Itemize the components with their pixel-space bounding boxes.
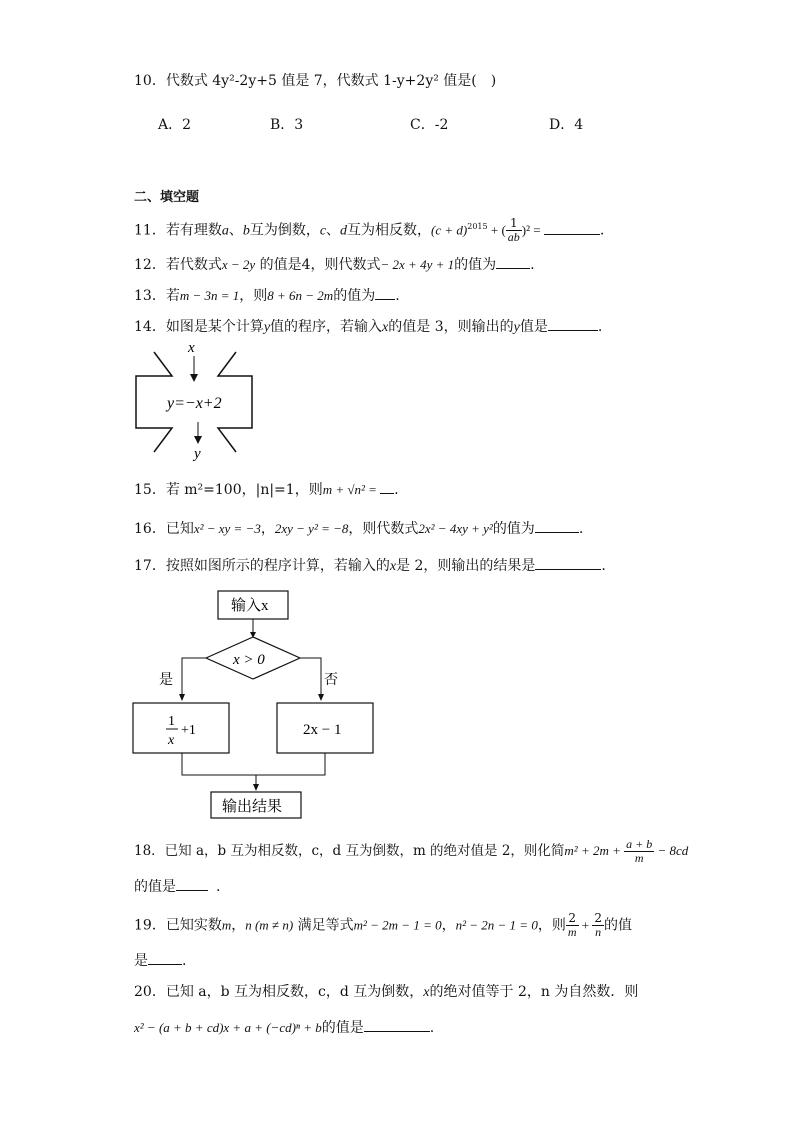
q16-expr2: 2xy − y² = −8 xyxy=(274,521,349,536)
q14-prefix: 14．如图是某个计算 xyxy=(134,319,264,335)
q17-flowchart xyxy=(125,585,385,821)
q13-answer-blank[interactable] xyxy=(375,285,395,300)
q20-end: . xyxy=(429,1020,435,1036)
q14-mid1: 值的程序，若输入 xyxy=(270,319,383,335)
q11-var-d: d xyxy=(340,223,348,239)
flow-output-label: 输出结果 xyxy=(222,799,283,815)
question-15 xyxy=(134,479,399,500)
question-13 xyxy=(134,285,400,306)
q18-text: 18．已知 a，b 互为相反数，c，d 互为倒数，m 的绝对值是 2，则化简 xyxy=(134,843,565,859)
q17-mid: 是 2，则输出的结果是 xyxy=(396,558,536,574)
q16-sep: ， xyxy=(260,521,275,537)
q16-expr3: 2x² − 4xy + y² xyxy=(418,521,493,536)
question-18-line2 xyxy=(134,876,220,897)
question-12 xyxy=(134,254,535,275)
q11-plus: + ( xyxy=(487,222,506,238)
q12-expr2: − 2x + 4y + 1 xyxy=(380,257,455,272)
q12-mid: 的值是4，则代数式 xyxy=(255,257,381,273)
q19-prefix: 19．已知实数 xyxy=(134,917,222,934)
q19-plus: + xyxy=(578,917,593,933)
q19-f1-num: 2 xyxy=(566,912,579,926)
question-11 xyxy=(134,217,604,244)
q14-mid2: 的值是 3，则输出的 xyxy=(388,319,514,335)
q14-var-y: y xyxy=(263,320,271,335)
q13-expr2: 8 + 6n − 2m xyxy=(267,288,334,303)
q11-prefix: 11．若有理数 xyxy=(134,222,222,239)
q19-tail: ，则 xyxy=(537,917,566,934)
q10-option-b[interactable]: B．3 xyxy=(270,117,304,133)
question-20-line1 xyxy=(134,982,638,1003)
q11-var-c: c xyxy=(319,223,327,239)
flow-no-label: 否 xyxy=(324,673,338,688)
q18-expr-b: − 8cd xyxy=(654,843,689,858)
q18-frac-den: m xyxy=(634,851,644,865)
q11-frac-num: 1 xyxy=(506,217,522,231)
question-14 xyxy=(134,316,602,338)
q11-answer-blank[interactable] xyxy=(544,220,600,235)
q11-mid2: 互为相反数， xyxy=(347,222,432,239)
q12-end: . xyxy=(530,257,535,273)
q20-tail: 的值是 xyxy=(321,1020,364,1036)
q14-diagram-input: x xyxy=(188,340,195,356)
q19-eq2: n² − 2n − 1 = 0 xyxy=(455,917,538,933)
q13-expr1: m − 3n = 1 xyxy=(179,288,240,303)
q11-exponent: 2015 xyxy=(467,222,488,231)
q19-end1: 的值 xyxy=(603,917,632,934)
q19-mid: 满足等式 xyxy=(293,917,354,934)
q18-end: . xyxy=(216,879,221,895)
q16-answer-blank[interactable] xyxy=(535,518,579,533)
q16-tail: 的值为 xyxy=(492,521,535,537)
q14-var-y2: y xyxy=(513,320,520,335)
q14-diagram-output: y xyxy=(194,446,201,462)
q14-var-x: x xyxy=(382,320,389,335)
flow-left-tail: +1 xyxy=(181,723,196,738)
q13-prefix: 13．若 xyxy=(134,288,180,304)
section-title: 二、填空题 xyxy=(134,190,200,205)
q10-option-d[interactable]: D．4 xyxy=(549,117,584,133)
q19-end: . xyxy=(182,953,187,969)
q20-text-b: 的绝对值等于 2，n 为自然数．则 xyxy=(429,984,639,1000)
q14-answer-blank[interactable] xyxy=(548,316,598,331)
q18-answer-blank[interactable] xyxy=(176,876,208,891)
q19-f2-num: 2 xyxy=(594,911,602,925)
q13-mid: ，则 xyxy=(239,288,268,304)
q19-fraction-2 xyxy=(592,912,604,939)
question-19-line2 xyxy=(134,950,186,971)
flow-yes-label: 是 xyxy=(159,673,173,688)
q11-end: . xyxy=(599,222,605,239)
question-19-line1 xyxy=(134,912,632,939)
q17-answer-blank[interactable] xyxy=(535,555,601,570)
q11-expr: (c + d) xyxy=(431,222,468,238)
q17-var-x: x xyxy=(389,559,397,574)
question-20-line2 xyxy=(134,1017,434,1038)
q14-end: . xyxy=(597,319,603,335)
q10-option-c[interactable]: C．-2 xyxy=(410,117,449,133)
q18-frac-num: a + b xyxy=(626,837,653,851)
q15-answer-blank[interactable] xyxy=(380,479,394,494)
q14-program-diagram xyxy=(130,338,260,462)
q18-fraction xyxy=(624,838,654,865)
q16-end: . xyxy=(578,521,584,537)
q14-diagram-formula: y=−x+2 xyxy=(167,395,222,412)
q12-expr1: x − 2y xyxy=(221,257,256,272)
q11-var-a: a xyxy=(221,223,229,239)
q12-prefix: 12．若代数式 xyxy=(134,257,222,273)
q19-f2-den: n xyxy=(595,925,602,939)
q19-f1-den: m xyxy=(567,925,577,939)
q11-mid1: 互为倒数， xyxy=(249,222,320,239)
question-17 xyxy=(134,555,606,577)
q11-fraction xyxy=(506,217,522,244)
q13-end: . xyxy=(395,288,400,304)
question-16 xyxy=(134,518,583,539)
question-10: 10．代数式 4y²-2y+5 值是 7，代数式 1-y+2y² 值是( ) xyxy=(134,73,497,89)
q19-line2-text: 是 xyxy=(134,953,148,969)
q12-tail: 的值为 xyxy=(454,257,497,273)
q19-fraction-1 xyxy=(566,912,579,939)
q11-frac-den: ab xyxy=(507,230,520,245)
question-18-line1 xyxy=(134,838,688,865)
q11-sep1: 、 xyxy=(228,222,243,239)
q10-option-a[interactable]: A．2 xyxy=(158,117,192,133)
flow-left-den: x xyxy=(168,733,175,748)
q20-text-a: 20．已知 a，b 互为相反数，c，d 互为倒数， xyxy=(134,984,424,1000)
q17-prefix: 17．按照如图所示的程序计算，若输入的 xyxy=(134,558,390,574)
q12-answer-blank[interactable] xyxy=(496,254,530,269)
q11-var-b: b xyxy=(242,223,250,239)
q16-mid: ，则代数式 xyxy=(348,521,419,537)
flow-condition-label: x > 0 xyxy=(233,652,265,668)
q20-expr: x² − (a + b + cd)x + a + (−cd)ⁿ + b xyxy=(134,1020,322,1035)
flow-left-num: 1 xyxy=(168,714,175,729)
q18-line2-text: 的值是 xyxy=(134,879,176,895)
q15-expr: m + √n² = xyxy=(322,482,381,497)
q19-var-m: m xyxy=(221,917,232,933)
q20-var-x: x xyxy=(423,985,430,1000)
flow-input-label: 输入x xyxy=(231,598,269,614)
q19-answer-blank[interactable] xyxy=(148,950,182,965)
q16-prefix: 16．已知 xyxy=(134,521,194,537)
q19-eq1: m² − 2m − 1 = 0 xyxy=(353,917,442,933)
q15-prefix: 15．若 m²=100，|n|=1，则 xyxy=(134,482,323,498)
q11-tail: )² = xyxy=(521,222,544,238)
q11-sep2: 、 xyxy=(326,222,341,239)
q17-end: . xyxy=(601,558,606,574)
q16-expr1: x² − xy = −3 xyxy=(193,521,261,536)
q19-sep: ， xyxy=(231,917,246,934)
q19-sep2: ， xyxy=(441,917,456,934)
q14-tail: 值是 xyxy=(519,319,548,335)
q15-end: . xyxy=(394,482,399,498)
q19-var-n: n (m ≠ n) xyxy=(245,917,294,933)
q20-answer-blank[interactable] xyxy=(364,1017,430,1032)
q18-expr-a: m² + 2m + xyxy=(564,843,625,858)
flow-right-label: 2x − 1 xyxy=(303,722,342,738)
q13-tail: 的值为 xyxy=(333,288,376,304)
